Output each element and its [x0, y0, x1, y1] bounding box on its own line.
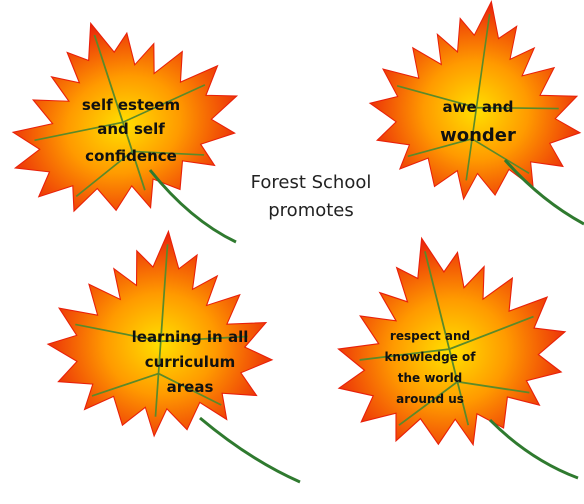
leaf-label-line: and self	[97, 120, 165, 138]
leaf-learning	[42, 223, 300, 482]
leaf-label-line: respect and	[389, 329, 471, 343]
leaf-stem	[490, 420, 578, 478]
leaf-label-line: areas	[166, 378, 214, 396]
leaf-label-line: wonder	[440, 125, 516, 146]
leaf-label-line: curriculum	[144, 353, 236, 371]
center-title	[251, 172, 372, 221]
center-title-line: Forest School	[250, 172, 372, 193]
leaf-label-line: knowledge of	[384, 350, 476, 364]
leaf-respect	[309, 210, 584, 478]
leaf-self-esteem	[0, 0, 261, 244]
leaf-label-line: self esteem	[81, 96, 181, 114]
center-title-line: promotes	[268, 200, 354, 221]
leaf-label-line: around us	[396, 392, 464, 406]
leaf-label-line: confidence	[85, 147, 177, 165]
leaf-awe-and-wonder	[359, 0, 584, 224]
leaf-label-line: awe and	[442, 98, 514, 116]
leaf-label-line: the world	[397, 371, 463, 385]
leaf-stem	[200, 418, 300, 482]
leaf-label-line: learning in all	[131, 328, 249, 346]
